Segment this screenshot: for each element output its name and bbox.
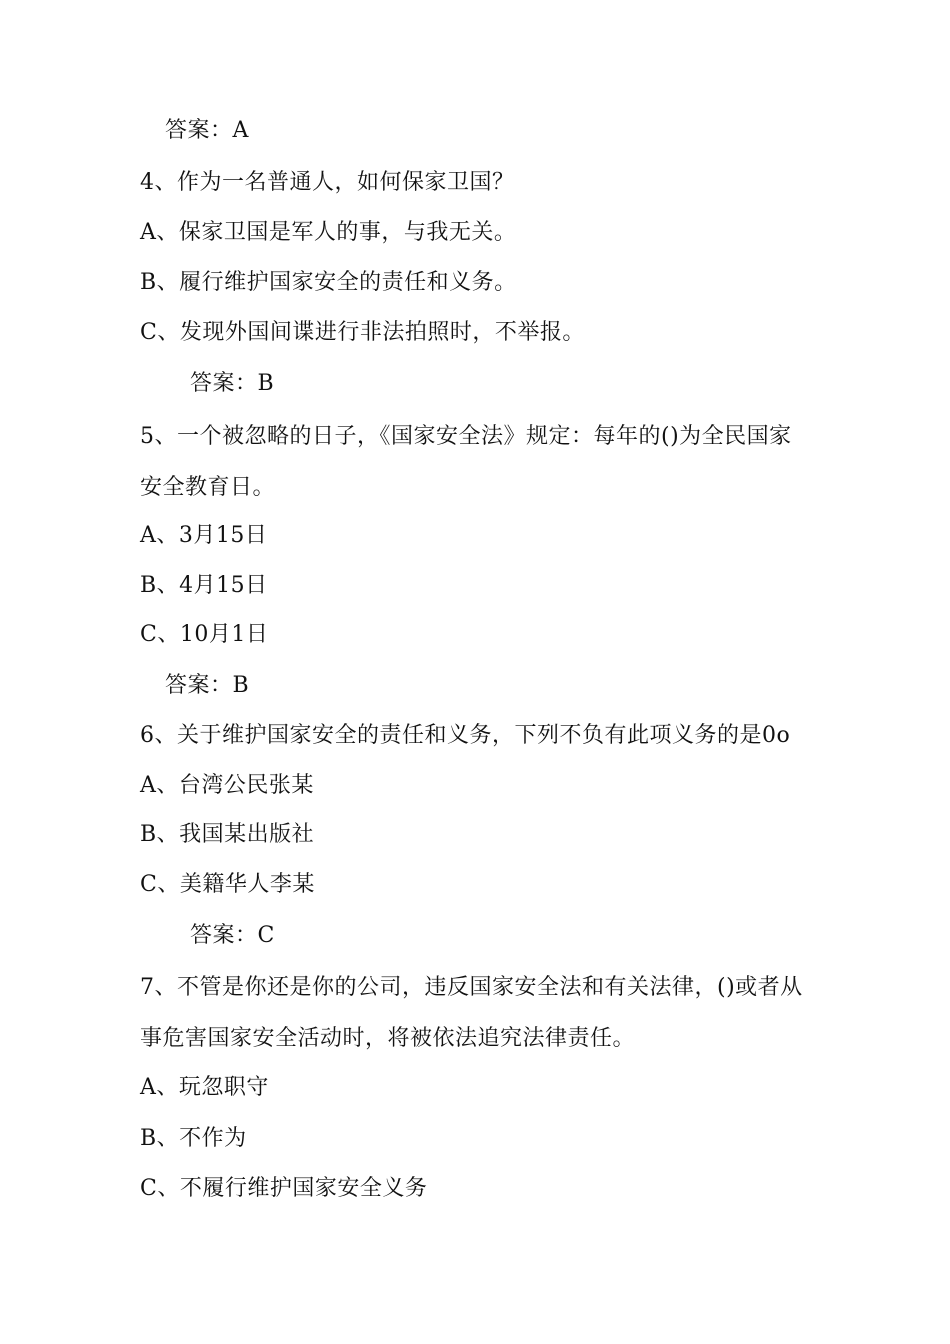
q6-option-a: A、台湾公民张某	[140, 773, 314, 798]
q5-option-c: C、10月1日	[140, 622, 269, 647]
answer-line-4: 答案：B	[190, 371, 275, 396]
question-4: 4、作为一名普通人，如何保家卫国？	[140, 170, 515, 195]
answer-line-3: 答案：A	[165, 118, 249, 143]
q5-option-a: A、3月15日	[140, 523, 268, 548]
question-6: 6、关于维护国家安全的责任和义务，下列不负有此项义务的是0o	[140, 723, 791, 748]
q6-option-c: C、美籍华人李某	[140, 872, 315, 897]
answer-line-5: 答案：B	[165, 673, 250, 698]
q5-option-b: B、4月15日	[140, 573, 268, 598]
q7-option-b: B、不作为	[140, 1126, 247, 1151]
question-7-part2: 事危害国家安全活动时，将被依法追究法律责任。	[140, 1026, 636, 1051]
answer-line-6: 答案：C	[190, 923, 275, 948]
q4-option-c: C、发现外国间谍进行非法拍照时，不举报。	[140, 320, 585, 345]
q7-option-c: C、不履行维护国家安全义务	[140, 1176, 428, 1201]
q6-option-b: B、我国某出版社	[140, 822, 315, 847]
question-7-part1: 7、不管是你还是你的公司，违反国家安全法和有关法律，()或者从	[140, 975, 803, 1000]
question-5-part1: 5、一个被忽略的日子，《国家安全法》规定：每年的()为全民国家	[140, 424, 792, 449]
question-5-part2: 安全教育日。	[140, 475, 276, 500]
q4-option-b: B、履行维护国家安全的责任和义务。	[140, 270, 517, 295]
q4-option-a: A、保家卫国是军人的事，与我无关。	[140, 220, 517, 245]
q7-option-a: A、玩忽职守	[140, 1075, 269, 1100]
